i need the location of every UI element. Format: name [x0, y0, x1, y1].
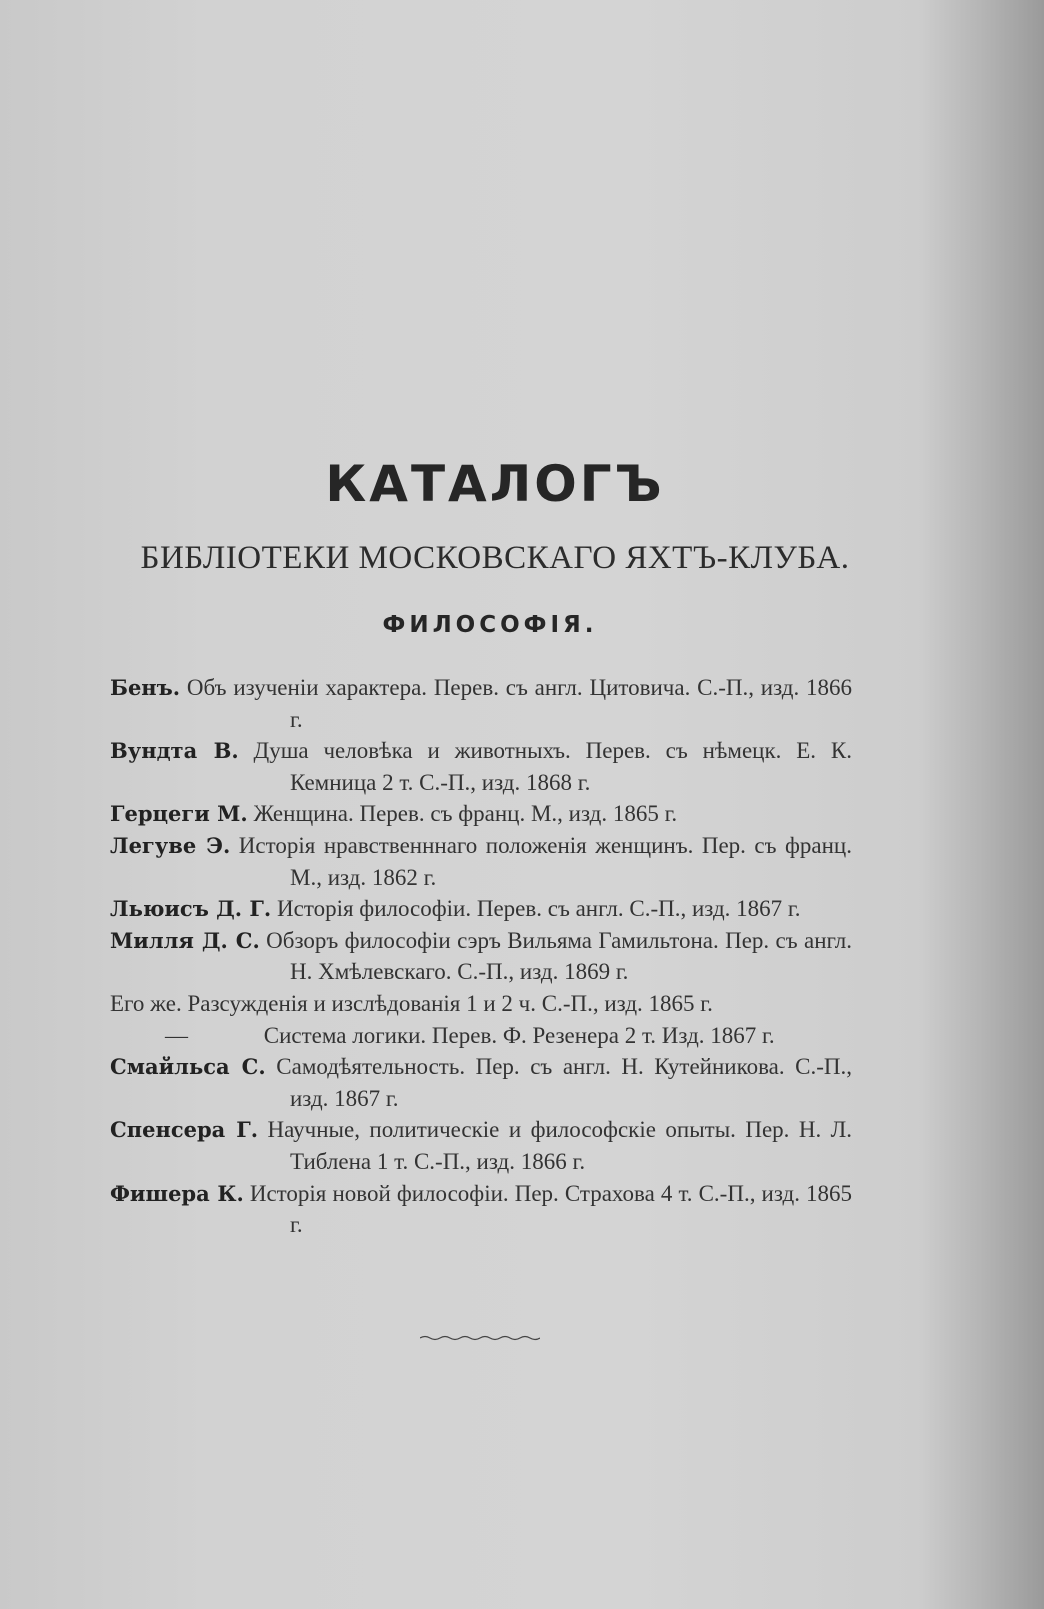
entry-text: Научные, политическіе и философскіе опыты. Пер. Н. Л. Тиблена 1 т. С.-П., изд. 1866 г.: [267, 1117, 853, 1174]
catalog-entry: [110, 893, 852, 925]
entry-text: Исторія нравственннаго положенія женщинъ. Пер. съ франц. М., изд. 1862 г.: [238, 832, 852, 890]
wavy-divider: [420, 1330, 540, 1346]
catalog-entry: [110, 1178, 852, 1241]
entry-text: Женщина. Перев. съ франц. М., изд. 1865 г.: [253, 801, 678, 827]
entry-author: Его же.: [110, 990, 182, 1016]
entry-text: Самодѣятельность. Пер. съ англ. Н. Кутейникова. С.-П., изд. 1867 г.: [276, 1054, 853, 1111]
entry-author: Легуве Э.: [110, 832, 231, 858]
catalog-entries: [110, 672, 852, 1241]
entry-author: Милля Д. С.: [110, 927, 260, 953]
catalog-entry: [110, 1020, 852, 1052]
entry-text: Исторія новой философіи. Пер. Страхова 4 т. С.-П., изд. 1865 г.: [249, 1180, 853, 1238]
entry-text: Душа человѣка и животныхъ. Перев. съ нѣмецк. Е. К. Кемница 2 т. С.-П., изд. 1868 г.: [253, 738, 852, 795]
entry-text: Разсужденія и изслѣдованія 1 и 2 ч. С.-П., изд. 1865 г.: [187, 990, 713, 1016]
catalog-entry: [110, 830, 852, 893]
catalog-subtitle: БИБЛІОТЕКИ МОСКОВСКАГО ЯХТЪ-КЛУБА.: [140, 540, 850, 576]
entry-text: Обзоръ философіи сэръ Вильяма Гамильтона. Пер. съ англ. Н. Хмѣлевскаго. С.-П., изд. 1869 г.: [266, 927, 852, 985]
catalog-entry: [110, 1051, 852, 1114]
entry-author: Смайльса С.: [110, 1054, 266, 1080]
entry-author: Вундта В.: [110, 738, 239, 764]
entry-author: Спенсера Г.: [110, 1117, 259, 1143]
entry-author: Фишера К.: [110, 1180, 244, 1206]
entry-author: —: [165, 1022, 188, 1048]
catalog-entry: [110, 798, 852, 830]
catalog-entry: [110, 735, 852, 798]
catalog-entry: [110, 1114, 852, 1177]
entry-text: Объ изученіи характера. Перев. съ англ. Цитовича. С.-П., изд. 1866 г.: [186, 675, 852, 732]
entry-author: Льюисъ Д. Г.: [110, 896, 272, 922]
entry-text: Система логики. Перев. Ф. Резенера 2 т. Изд. 1867 г.: [263, 1022, 775, 1048]
catalog-entry: [110, 672, 852, 735]
catalog-entry: [110, 988, 852, 1020]
catalog-title: КАТАЛОГЪ: [325, 455, 665, 513]
section-heading: ФИЛОСОФІЯ.: [382, 612, 598, 638]
entry-author: Бенъ.: [110, 675, 181, 700]
catalog-entry: [110, 925, 852, 988]
entry-text: Исторія философіи. Перев. съ англ. С.-П., изд. 1867 г.: [277, 896, 801, 922]
entry-author: Герцеги М.: [110, 801, 248, 827]
